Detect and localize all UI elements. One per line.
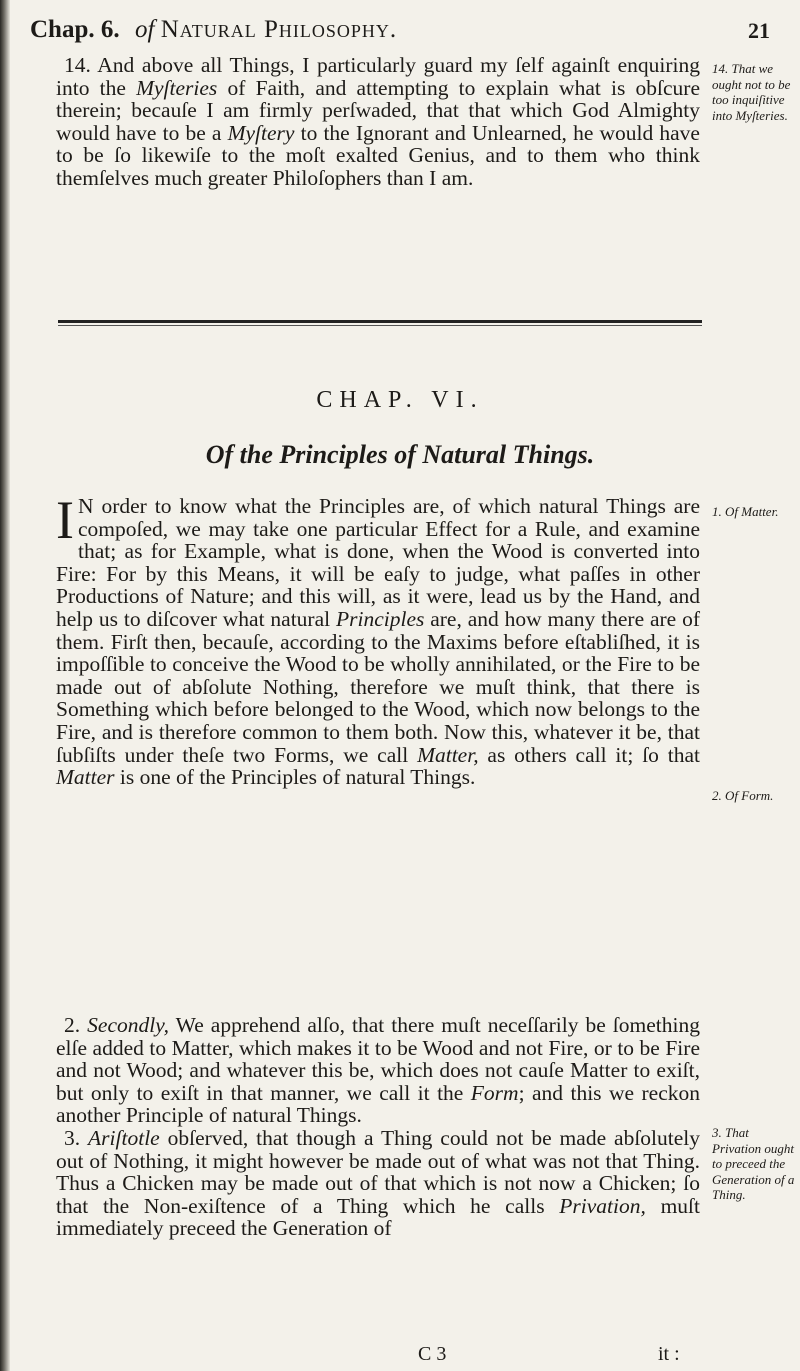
drop-cap: I — [56, 490, 74, 550]
section-rule — [58, 320, 702, 323]
header-title: of Natural Philosophy. — [135, 16, 398, 43]
page-number: 21 — [748, 18, 770, 43]
margin-note-form: 2. Of Form. — [712, 788, 774, 803]
chapter-heading: CHAP. VI. — [316, 387, 484, 413]
paragraph-3: 3. Ariſtotle obſerved, that though a Thing could not be made abſolutely out of Nothing, it might however be made out of what was not that Thing. Thus a Chicken may be made out of that which is not now a Chicken; ſo that the Non-exiſtence of a Thing which he calls Privation, muſt immediately preceed the Generation of — [56, 1126, 701, 1241]
paragraph-14: 14. And above all Things, I particularly guard my ſelf againſt enquiring into the Myſteries of Faith, and attempting to explain what is obſcure therein; becauſe I am firmly perſwaded, that that which God Almighty would have to be a Myſtery to the Ignorant and Unlearned, he would have to be ſo likewiſe to the moſt exalted Genius, and to them who think themſelves much greater Philoſophers than I am. — [56, 53, 701, 190]
header-chapter: Chap. 6. — [30, 16, 120, 43]
margin-note-matter: 1. Of Matter. — [712, 504, 779, 519]
margin-note-privation: 3. That Privation ought to preceed the Generation of a Thing. — [712, 1125, 795, 1202]
section-rule-thin — [58, 325, 702, 326]
paragraph-1: I N order to know what the Principles are, of which natural Things are compoſed, we may take one particular Effect for a Rule, and examine that; as for Example, what is done, when the Wood is converted into Fire: For by this Means, it will be eaſy to judge, what paſſes in other Productions of Nature; and this will, as it were, lead us by the Hand, and help us to diſcover what natural Principles are, and how many there are of them. Firſt then, becauſe, according to the Maxims before eſtabliſhed, it is impoſſible to conceive the Wood to be wholly annihilated, or the Fire to be made out of abſolute Nothing, therefore we muſt think, that there is Something which before belonged to the Wood, which now belongs to the Fire, and is therefore common to them both. Now this, whatever it be, that ſubſiſts under theſe two Forms, we call Matter, as others call it; ſo that Matter is one of the Principles of natural Things. — [56, 490, 701, 790]
catchword: it : — [658, 1343, 680, 1365]
running-header — [30, 8, 770, 44]
margin-note-14: 14. That we ought not to be too inquiſitive into Myſteries. — [712, 61, 791, 123]
chapter-subtitle: Of the Principles of Natural Things. — [205, 440, 595, 469]
signature-mark: C 3 — [418, 1343, 447, 1365]
page-binding-shadow — [0, 0, 10, 1371]
paragraph-2: 2. Secondly, We apprehend alſo, that there muſt neceſſarily be ſomething elſe added to Matter, which makes it to be Wood and not Fire, or to be Fire and not Wood; and whatever this be, which does not cauſe Matter to exiſt, but only to exiſt in that manner, we call it the Form; and this we reckon another Principle of natural Things. — [56, 1013, 700, 1128]
